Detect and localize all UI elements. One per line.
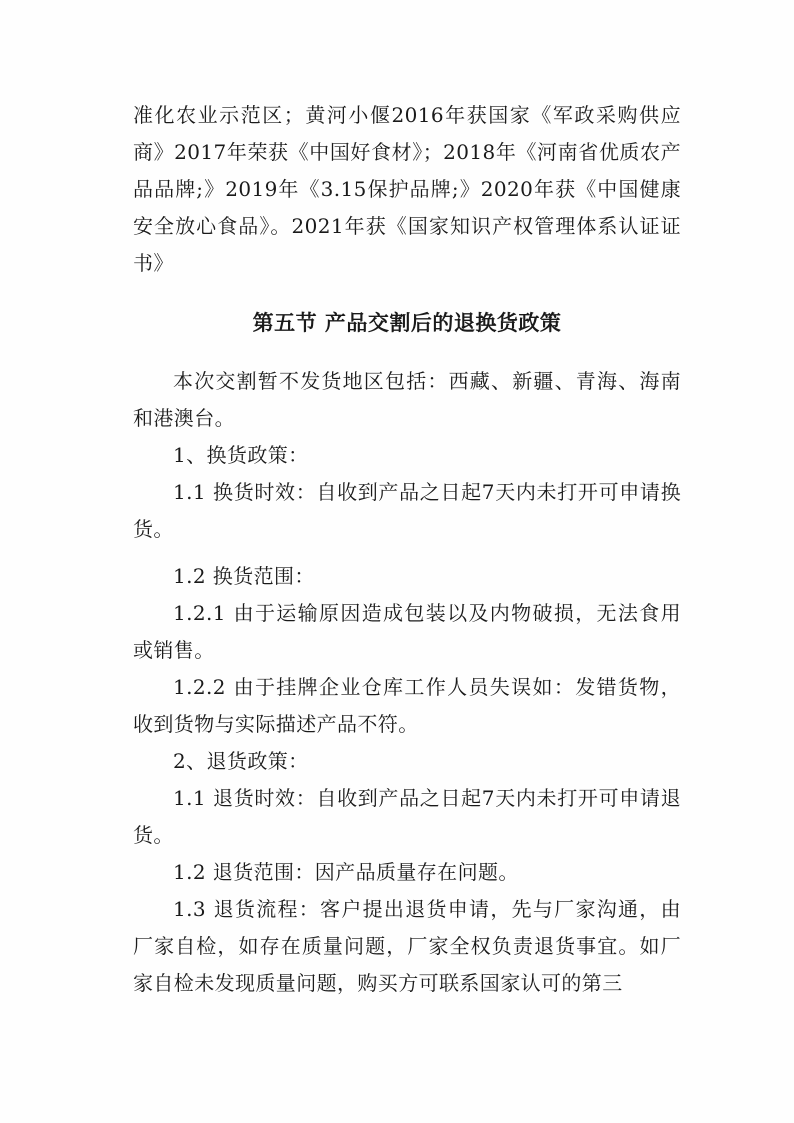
document-body [133, 97, 681, 1002]
paragraph-return-process: 1.3 退货流程：客户提出退货申请，先与厂家沟通，由厂家自检，如存在质量问题，厂家全权负责退货事宜。如厂家自检未发现质量问题，购买方可联系国家认可的第三 [133, 897, 681, 995]
paragraph-delivery-exclusion: 本次交割暂不发货地区包括：西藏、新疆、青海、海南和港澳台。 [133, 369, 681, 430]
paragraph-exchange-scope: 1.2 换货范围： [173, 564, 315, 588]
paragraph-exchange-scope-transport: 1.2.1 由于运输原因造成包装以及内物破损，无法食用或销售。 [133, 601, 681, 662]
section-heading: 第五节 产品交割后的退换货政策 [252, 310, 562, 335]
paragraph-exchange-timeframe: 1.1 换货时效：自收到产品之日起7天内未打开可申请换货。 [133, 480, 681, 541]
paragraph-exchange-policy: 1、换货政策： [173, 443, 309, 467]
paragraph-return-timeframe: 1.1 退货时效：自收到产品之日起7天内未打开可申请退货。 [133, 786, 681, 847]
intro-paragraph: 准化农业示范区；黄河小偃2016年获国家《军政采购供应商》2017年荣获《中国好食材》；2018年《河南省优质农产品品牌;》2019年《3.15保护品牌;》2020年获《中国健康安全放心食品》。2021年获《国家知识产权管理体系认证证书》 [133, 103, 681, 275]
paragraph-exchange-scope-staff-error: 1.2.2 由于挂牌企业仓库工作人员失误如：发错货物，收到货物与实际描述产品不符。 [133, 675, 681, 736]
paragraph-return-policy: 2、退货政策： [173, 749, 309, 773]
paragraph-return-scope: 1.2 退货范围：因产品质量存在问题。 [173, 860, 519, 884]
